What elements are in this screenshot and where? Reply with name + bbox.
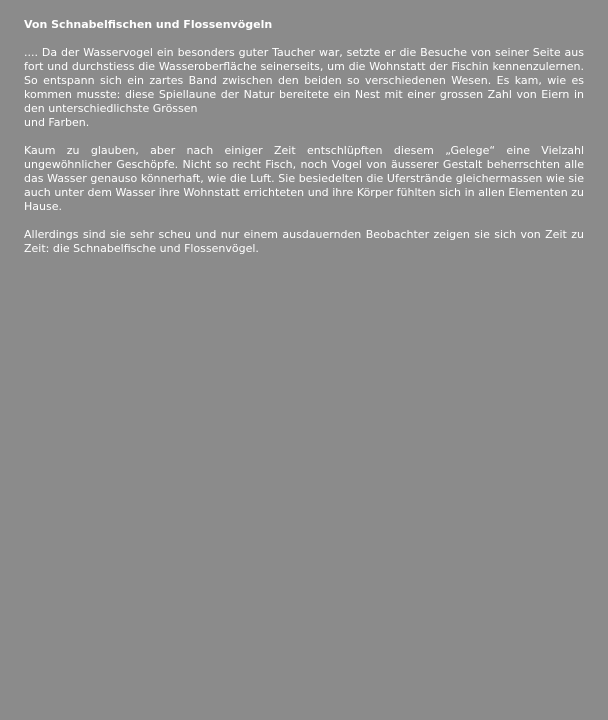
article-title: Von Schnabelfischen und Flossenvögeln	[24, 18, 273, 31]
paragraph-1-text: .... Da der Wasservogel ein besonders guter Taucher war, setzte er die Besuche von seiner Seite aus fort und durchstiess die Wasseroberfläche seinerseits, um die Wohnstatt der Fischin kennenzulernen. So entspann sich ein zartes Band zwischen den beiden so verschiedenen Wesen. Es kam, wie es kommen musste: diese Spiellaune der Natur bereitete ein Nest mit einer grossen Zahl von Eiern in den unterschiedlichste Grössen	[24, 46, 584, 115]
paragraph-3: Allerdings sind sie sehr scheu und nur einem ausdauernden Beobachter zeigen sie sich von Zeit zu Zeit: die Schnabelfische und Flossenvögel.	[24, 228, 584, 255]
paragraph-1	[24, 46, 584, 130]
paragraph-1-tail: und Farben.	[24, 116, 90, 129]
paragraph-2: Kaum zu glauben, aber nach einiger Zeit entschlüpften diesem „Gelege“ eine Vielzahl ungewöhnlicher Geschöpfe. Nicht so recht Fisch, noch Vogel von äusserer Gestalt beherrschten alle das Wasser genauso könnerhaft, wie die Luft. Sie besiedelten die Uferstrände gleichermassen wie sie auch unter dem Wasser ihre Wohnstatt errichteten und ihre Körper fühlten sich in allen Elementen zu Hause.	[24, 144, 584, 213]
